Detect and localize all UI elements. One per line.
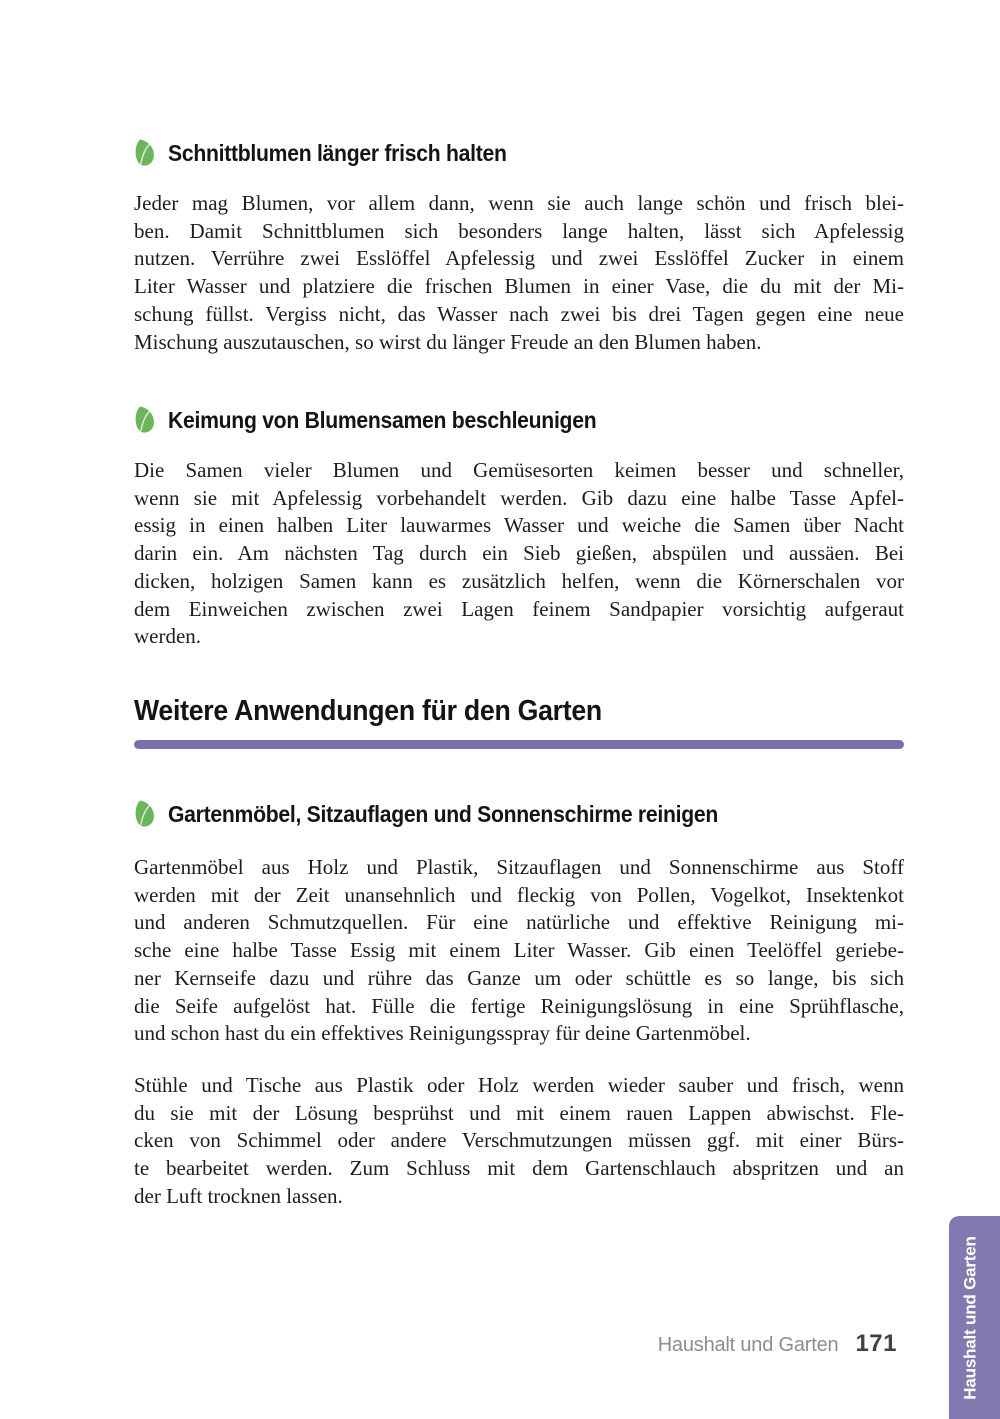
text-line: sche eine halbe Tasse Essig mit einem Liter Wasser. Gib einen Teelöffel geriebe-	[134, 938, 904, 963]
text-line: cken von Schimmel oder andere Verschmutzungen müssen ggf. mit einer Bürs-	[134, 1128, 904, 1153]
tip-title: Gartenmöbel, Sitzauflagen und Sonnenschirme reinigen	[168, 801, 719, 827]
tip-heading-keimung	[134, 406, 634, 434]
text-line: du sie mit der Lösung besprühst und mit einem rauen Lappen abwischst. Fle-	[134, 1100, 904, 1125]
text-line: Mischung auszutauschen, so wirst du länger Freude an den Blumen haben.	[134, 329, 762, 354]
chapter-heading: Weitere Anwendungen für den Garten	[134, 695, 602, 727]
text-line: werden mit der Zeit unansehnlich und fleckig von Pollen, Vogelkot, Insektenkot	[134, 882, 904, 907]
text-line: wenn sie mit Apfelessig vorbehandelt werden. Gib dazu eine halbe Tasse Apfel-	[134, 485, 904, 510]
leaf-icon	[134, 139, 157, 167]
footer-chapter-label: Haushalt und Garten	[657, 1334, 839, 1356]
text-line: nutzen. Verrühre zwei Esslöffel Apfelessig und zwei Esslöffel Zucker in einem	[134, 246, 904, 271]
text-line: dem Einweichen zwischen zwei Lagen feinem Sandpapier vorsichtig aufgeraut	[134, 596, 904, 621]
text-line: und anderen Schmutzquellen. Für eine natürliche und effektive Reinigung mi-	[134, 910, 904, 935]
page-number: 171	[855, 1330, 897, 1357]
chapter-divider-rule	[134, 740, 904, 749]
text-line: Die Samen vieler Blumen und Gemüsesorten keimen besser und schneller,	[134, 458, 904, 482]
side-tab-label: Haushalt und Garten	[960, 1235, 980, 1400]
paragraph-tip3-2	[134, 1072, 904, 1211]
tip-heading-schnittblumen	[134, 139, 536, 167]
text-line: darin ein. Am nächsten Tag durch ein Sieb gießen, abspülen und aussäen. Bei	[134, 541, 904, 566]
text-line: Jeder mag Blumen, vor allem dann, wenn sie auch lange schön und frisch blei-	[134, 191, 904, 215]
tip-title: Schnittblumen länger frisch halten	[168, 140, 507, 166]
text-line: te bearbeitet werden. Zum Schluss mit dem Gartenschlauch abspritzen und an	[134, 1156, 904, 1181]
text-line: und schon hast du ein effektives Reinigungsspray für deine Gartenmöbel.	[134, 1021, 751, 1046]
paragraph-tip1	[134, 190, 904, 356]
text-line: essig in einen halben Liter lauwarmes Wasser und weiche die Samen über Nacht	[134, 513, 904, 538]
chapter-side-tab	[949, 1216, 1000, 1419]
text-line: schung füllst. Vergiss nicht, das Wasser nach zwei bis drei Tagen gegen eine neue	[134, 301, 904, 326]
text-line: ner Kernseife dazu und rühre das Ganze um oder schüttle es so lange, bis sich	[134, 965, 904, 990]
text-line: Stühle und Tische aus Plastik oder Holz werden wieder sauber und frisch, wenn	[134, 1073, 904, 1097]
text-line: Liter Wasser und platziere die frischen Blumen in einer Vase, die du mit der Mi-	[134, 274, 904, 299]
page-footer	[658, 1330, 897, 1358]
leaf-icon	[134, 800, 157, 828]
tip-title: Keimung von Blumensamen beschleunigen	[168, 407, 597, 433]
text-line: die Seife aufgelöst hat. Fülle die fertige Reinigungslösung in eine Sprühflasche,	[134, 993, 904, 1018]
tip-heading-gartenmoebel	[134, 800, 766, 828]
leaf-icon	[134, 406, 157, 434]
text-line: dicken, holzigen Samen kann es zusätzlich helfen, wenn die Körnerschalen vor	[134, 568, 904, 593]
text-line: Gartenmöbel aus Holz und Plastik, Sitzauflagen und Sonnenschirme aus Stoff	[134, 855, 904, 879]
paragraph-tip2	[134, 457, 904, 651]
text-line: ben. Damit Schnittblumen sich besonders lange halten, lässt sich Apfelessig	[134, 218, 904, 243]
text-line: der Luft trocknen lassen.	[134, 1183, 343, 1208]
paragraph-tip3-1	[134, 854, 904, 1048]
text-line: werden.	[134, 624, 202, 649]
